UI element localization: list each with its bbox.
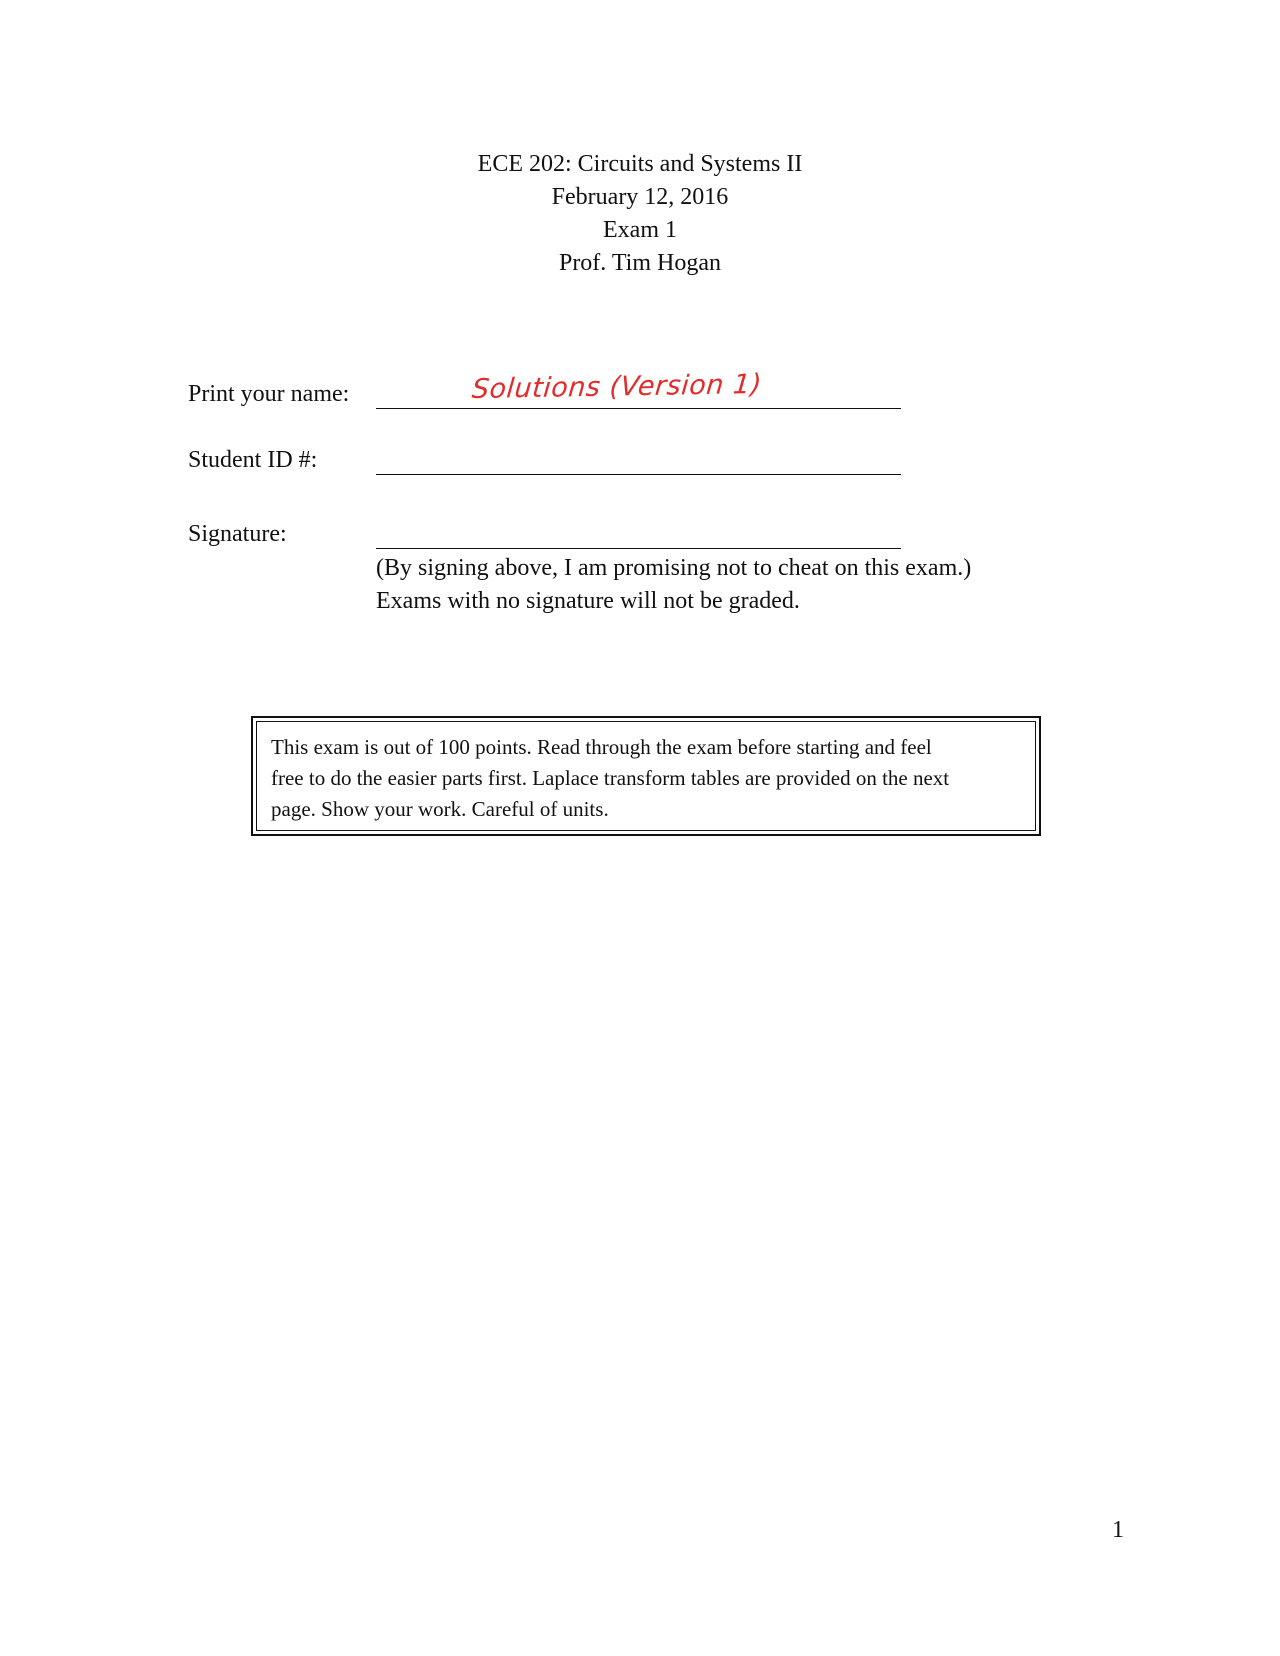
student-id-field-line bbox=[376, 452, 901, 475]
instructions-line: page. Show your work. Careful of units. bbox=[271, 797, 609, 821]
exam-date: February 12, 2016 bbox=[551, 184, 729, 210]
exam-header bbox=[0, 148, 1280, 280]
student-id-label: Student ID #: bbox=[188, 447, 318, 473]
name-handwritten-value: Solutions (Version 1) bbox=[470, 368, 764, 406]
name-label: Print your name: bbox=[188, 381, 350, 407]
instructions-line: free to do the easier parts first. Laplace transform tables are provided on the next bbox=[271, 766, 950, 790]
professor-name: Prof. Tim Hogan bbox=[558, 250, 722, 276]
instructions-line: This exam is out of 100 points. Read through the exam before starting and feel bbox=[271, 735, 932, 759]
exam-number: Exam 1 bbox=[603, 217, 677, 243]
signature-note-promise: (By signing above, I am promising not to cheat on this exam.) bbox=[376, 555, 972, 581]
signature-label: Signature: bbox=[188, 521, 287, 547]
page-number: 1 bbox=[1112, 1517, 1124, 1543]
signature-field-line bbox=[376, 526, 901, 549]
course-title: ECE 202: Circuits and Systems II bbox=[477, 151, 803, 177]
instructions-inner-border bbox=[256, 721, 1036, 831]
instructions-box bbox=[251, 716, 1041, 836]
signature-note-warning: Exams with no signature will not be graded. bbox=[376, 588, 800, 614]
